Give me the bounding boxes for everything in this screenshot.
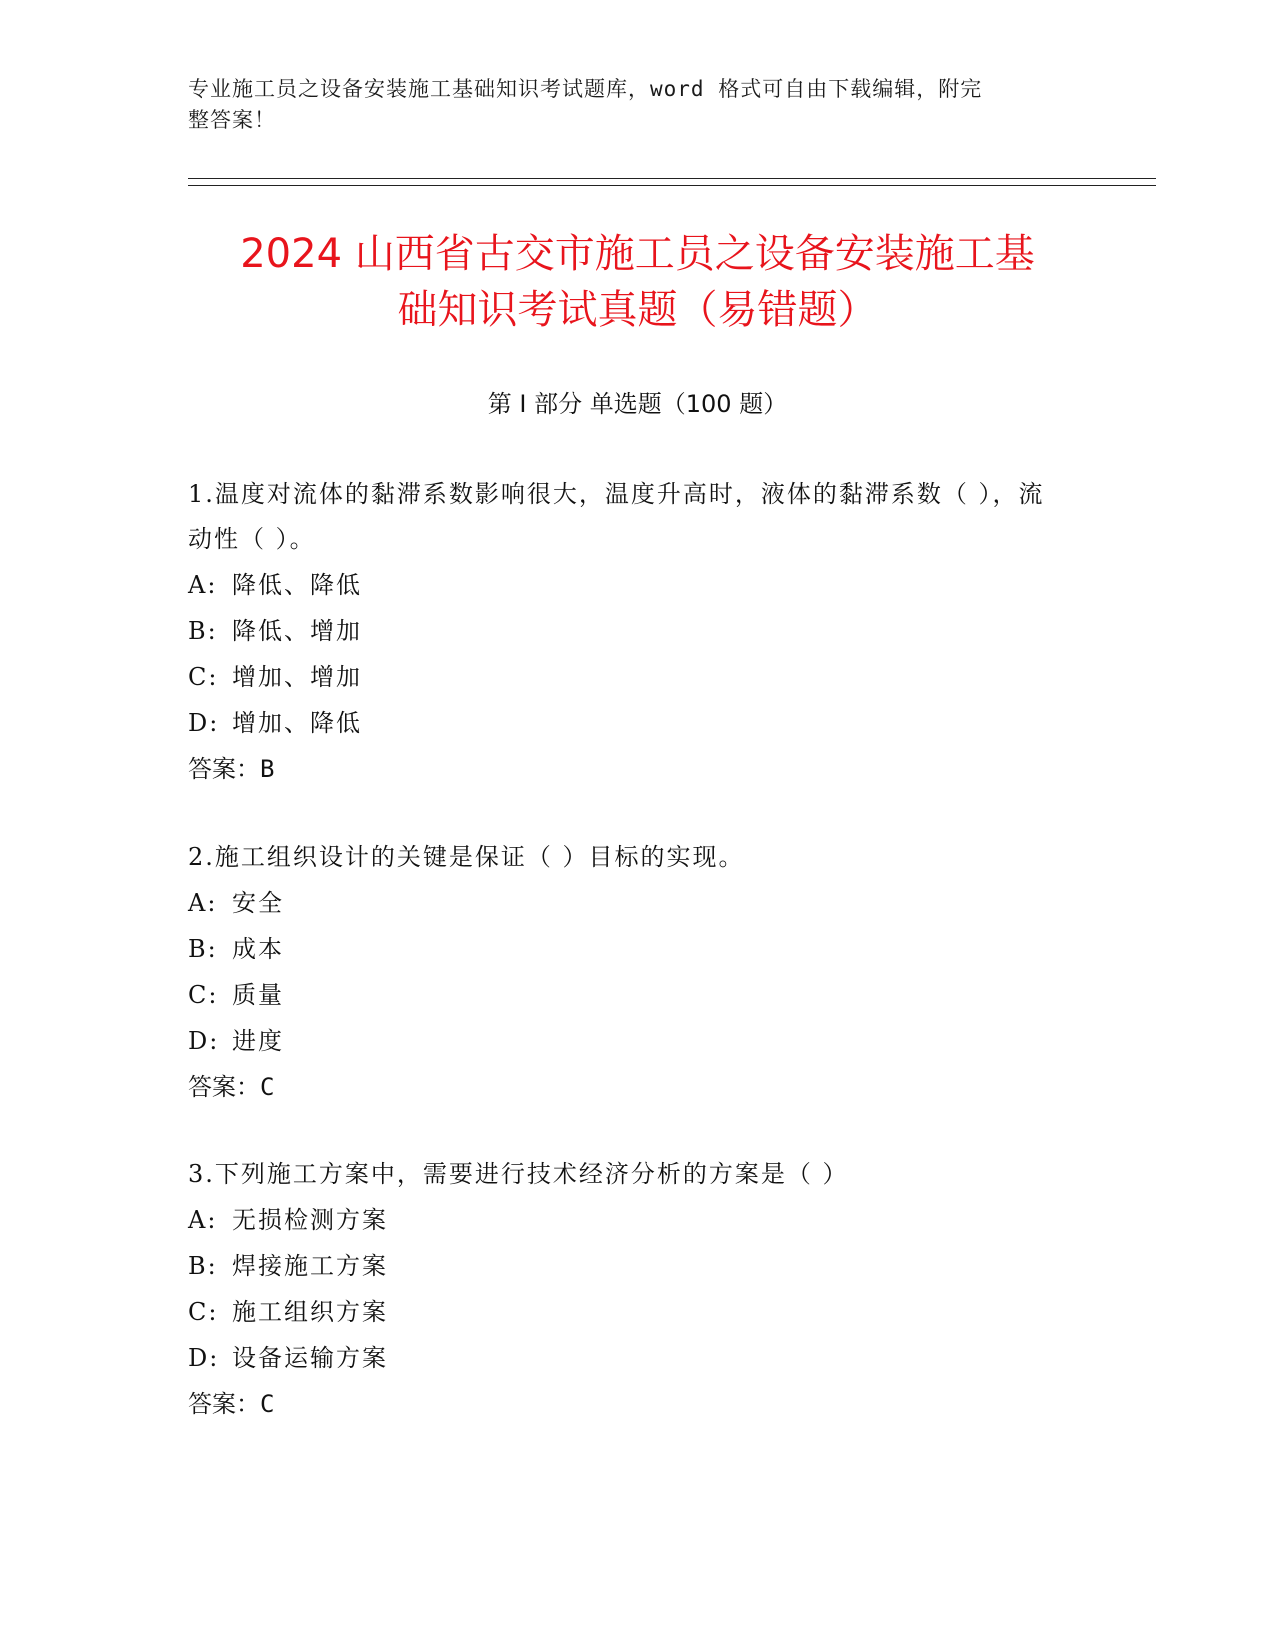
header-note-line-2: 整答案！ xyxy=(188,108,276,132)
section-title: 第 I 部分 单选题（100 题） xyxy=(487,390,788,418)
option-text: 降低、降低 xyxy=(232,571,362,599)
option-d xyxy=(188,700,1068,746)
option-text: 增加、增加 xyxy=(232,663,362,691)
answer-label: 答案： xyxy=(188,1073,260,1101)
option-text: 安全 xyxy=(232,889,284,917)
option-text: 质量 xyxy=(232,981,284,1009)
header-divider-top xyxy=(188,178,1156,179)
answer-line xyxy=(188,746,1068,792)
option-a xyxy=(188,1197,1068,1243)
header-divider-bottom xyxy=(188,185,1156,186)
document-title-line-1: 2024 山西省古交市施工员之设备安装施工基 xyxy=(240,231,1035,277)
option-key: A: xyxy=(188,889,218,917)
document-title-line-2: 础知识考试真题（易错题） xyxy=(397,287,878,333)
option-text: 进度 xyxy=(232,1027,284,1055)
answer-value: C xyxy=(260,1073,275,1101)
option-key: A: xyxy=(188,571,218,599)
option-key: B: xyxy=(188,935,218,963)
option-d xyxy=(188,1335,1068,1381)
header-note xyxy=(188,74,1078,136)
answer-label: 答案： xyxy=(188,1390,260,1418)
question-stem: 1.温度对流体的黏滞系数影响很大，温度升高时，液体的黏滞系数（ ），流动性（ ）。 xyxy=(188,480,1045,553)
option-text: 焊接施工方案 xyxy=(232,1252,388,1280)
option-key: D: xyxy=(188,709,220,737)
option-b xyxy=(188,608,1068,654)
option-key: C: xyxy=(188,1298,219,1326)
question-2 xyxy=(188,835,1068,1110)
option-key: B: xyxy=(188,1252,218,1280)
option-key: D: xyxy=(188,1344,220,1372)
option-text: 增加、降低 xyxy=(232,709,362,737)
question-1 xyxy=(188,472,1068,792)
option-text: 成本 xyxy=(232,935,284,963)
option-text: 降低、增加 xyxy=(232,617,362,645)
option-c xyxy=(188,654,1068,700)
option-key: B: xyxy=(188,617,218,645)
option-key: D: xyxy=(188,1027,220,1055)
option-a xyxy=(188,880,1068,926)
option-b xyxy=(188,926,1068,972)
document-title xyxy=(150,226,1125,338)
answer-label: 答案： xyxy=(188,755,260,783)
option-text: 施工组织方案 xyxy=(232,1298,388,1326)
option-key: A: xyxy=(188,1206,218,1234)
option-b xyxy=(188,1243,1068,1289)
question-3 xyxy=(188,1152,1068,1427)
option-c xyxy=(188,972,1068,1018)
answer-line xyxy=(188,1381,1068,1427)
option-c xyxy=(188,1289,1068,1335)
option-d xyxy=(188,1018,1068,1064)
question-stem: 3.下列施工方案中，需要进行技术经济分析的方案是（ ） xyxy=(188,1160,849,1188)
answer-value: B xyxy=(260,755,275,783)
option-text: 设备运输方案 xyxy=(232,1344,388,1372)
option-key: C: xyxy=(188,981,219,1009)
answer-value: C xyxy=(260,1390,275,1418)
answer-line xyxy=(188,1064,1068,1110)
option-a xyxy=(188,562,1068,608)
option-key: C: xyxy=(188,663,219,691)
header-note-line-1: 专业施工员之设备安装施工基础知识考试题库，word 格式可自由下载编辑，附完 xyxy=(188,77,983,101)
question-stem: 2.施工组织设计的关键是保证（ ）目标的实现。 xyxy=(188,843,745,871)
option-text: 无损检测方案 xyxy=(232,1206,388,1234)
